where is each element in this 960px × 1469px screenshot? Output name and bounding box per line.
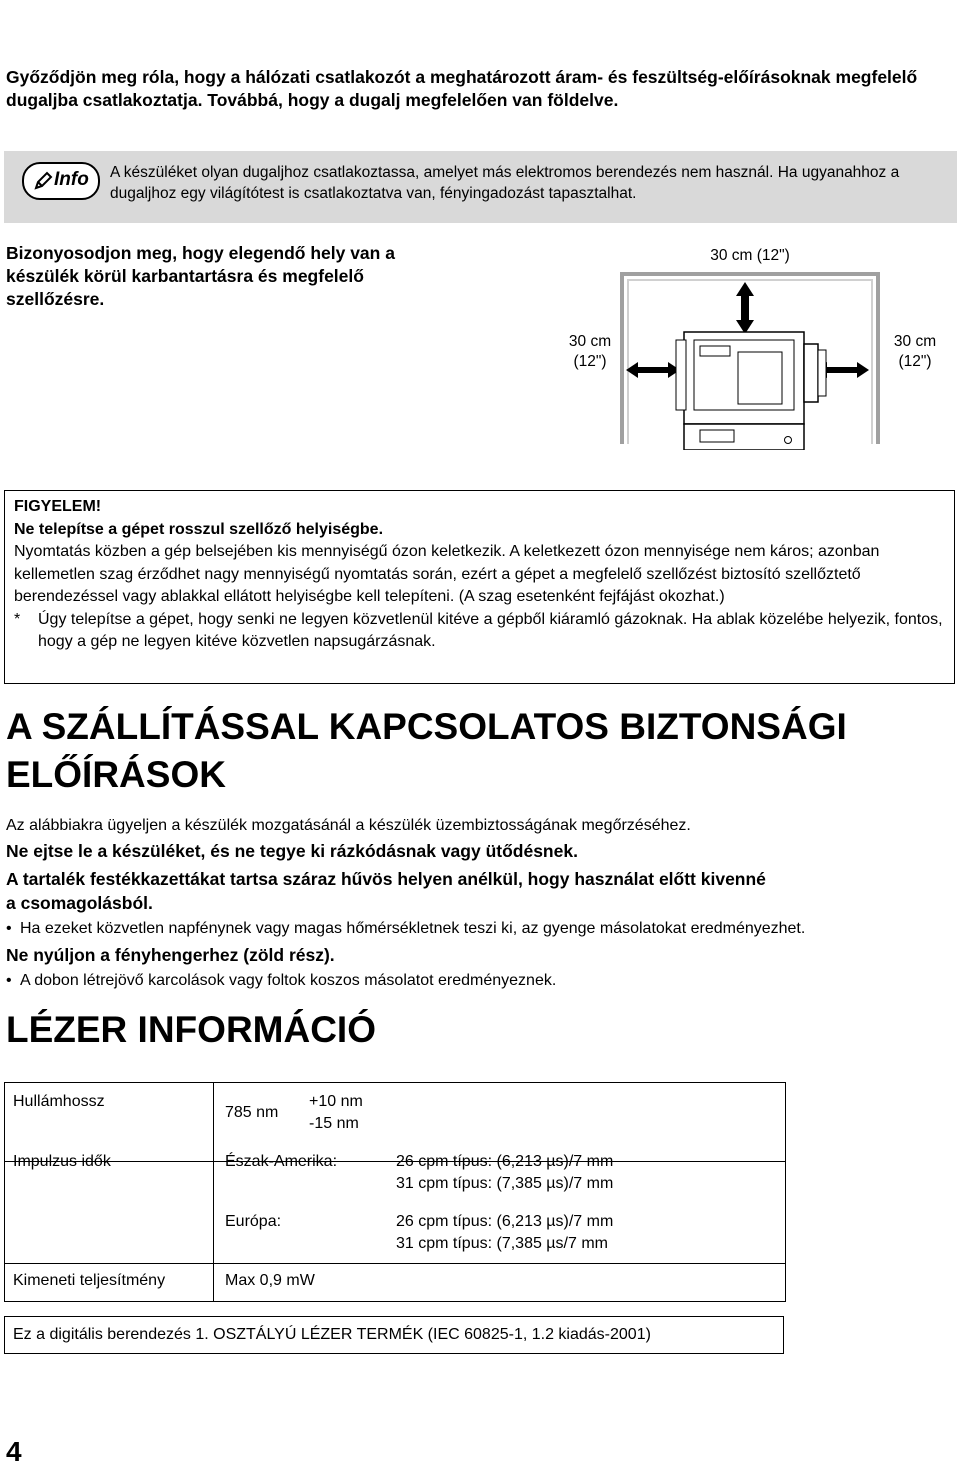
info-text: A készüléket olyan dugaljhoz csatlakoztassa, amelyet más elektromos berendezés nem használ. Ha ugyanahhoz a dugaljhoz egy világítótest is csatlakoztatva van, fényingadozást tapasztalhat. bbox=[110, 164, 900, 202]
laser-classification-box bbox=[4, 1316, 784, 1354]
bullet-text: Ha ezeket közvetlen napfénynek vagy magas hőmérsékletnek teszi ki, az gyenge másolatokat eredményezhet. bbox=[20, 920, 806, 937]
transport-heading-line2: ELŐÍRÁSOK bbox=[6, 754, 226, 795]
pencil-icon bbox=[33, 171, 53, 191]
transport-rule-3: Ne nyúljon a fényhengerhez (zöld rész). bbox=[6, 945, 335, 965]
transport-intro: Az alábbiakra ügyeljen a készülék mozgatásánál a készülék üzembiztosságának megőrzéséhez. bbox=[6, 817, 691, 834]
clearance-right-label-1: 30 cm bbox=[893, 333, 937, 350]
caution-body: Nyomtatás közben a gép belsejében kis mennyiségű ózon keletkezik. A keletkezett ózon mennyisége nem káros; azonban kellemetlen szag érződhet nagy mennyiségű nyomtatás során, ezért a gépet a megfelelő szellőzést biztosító szellőztető berendezéssel vagy ablakkal ellátott helyiségbe kell telepíteni. (A szag esetenként fejfájást okozhat.) bbox=[14, 543, 880, 605]
laser-info-table bbox=[4, 1082, 786, 1302]
clearance-left-label-2: (12") bbox=[573, 353, 607, 370]
caution-box bbox=[4, 490, 955, 684]
laser-heading: LÉZER INFORMÁCIÓ bbox=[6, 1009, 376, 1050]
transport-bullet-2 bbox=[6, 970, 946, 992]
wavelength-tolerance-minus: -15 nm bbox=[309, 1115, 359, 1132]
pulse-eu-26cpm: 26 cpm típus: (6,213 µs)/7 mm bbox=[396, 1213, 614, 1230]
note-text: Úgy telepítse a gépet, hogy senki ne legyen közvetlenül kitéve a gépből kiáramló gázoknak. Ha ablak közelébe helyezik, fontos, hogy a gép ne legyen kitéve közvetlen napsugárzásnak. bbox=[38, 610, 943, 650]
pulse-na-region: Észak-Amerika: bbox=[225, 1153, 338, 1170]
pulse-label: Impulzus idők bbox=[13, 1153, 111, 1170]
caution-subtitle: Ne telepítse a gépet rosszul szellőző helyiségbe. bbox=[14, 520, 384, 538]
clearance-diagram bbox=[560, 240, 960, 450]
laser-classification: Ez a digitális berendezés 1. OSZTÁLYÚ LÉZER TERMÉK (IEC 60825-1, 1.2 kiadás-2001) bbox=[13, 1326, 651, 1343]
transport-rule-2-line2: a csomagolásból. bbox=[6, 893, 153, 913]
info-badge bbox=[22, 162, 100, 200]
bullet-mark: • bbox=[6, 972, 12, 989]
clearance-right-label-2: (12") bbox=[898, 353, 932, 370]
pulse-na-31cpm: 31 cpm típus: (7,385 µs)/7 mm bbox=[396, 1175, 614, 1192]
output-power-label: Kimeneti teljesítmény bbox=[13, 1272, 166, 1289]
pulse-na-26cpm: 26 cpm típus: (6,213 µs)/7 mm bbox=[396, 1153, 614, 1170]
caution-note bbox=[14, 609, 944, 654]
pulse-eu-region: Európa: bbox=[225, 1213, 282, 1230]
clearance-top-label: 30 cm (12") bbox=[710, 247, 790, 264]
page-number: 4 bbox=[6, 1436, 22, 1467]
power-outlet-warning: Győződjön meg róla, hogy a hálózati csatlakozót a meghatározott áram- és feszültség-előírásoknak megfelelő dugaljba csatlakoztatja. Továbbá, hogy a dugalj megfelelően van földelve. bbox=[6, 67, 918, 110]
bullet-text: A dobon létrejövő karcolások vagy foltok koszos másolatot eredményeznek. bbox=[20, 972, 557, 989]
wavelength-tolerance-plus: +10 nm bbox=[309, 1093, 363, 1110]
info-box bbox=[4, 151, 957, 223]
clearance-left-label-1: 30 cm bbox=[568, 333, 612, 350]
wavelength-label: Hullámhossz bbox=[13, 1093, 105, 1110]
pulse-eu-31cpm: 31 cpm típus: (7,385 µs/7 mm bbox=[396, 1235, 608, 1252]
wavelength-value: 785 nm bbox=[225, 1104, 279, 1121]
bullet-mark: • bbox=[6, 920, 12, 937]
transport-rule-1: Ne ejtse le a készüléket, és ne tegye ki rázkódásnak vagy ütődésnek. bbox=[6, 841, 578, 861]
output-power-value: Max 0,9 mW bbox=[225, 1272, 315, 1289]
note-mark: * bbox=[14, 610, 21, 628]
transport-heading-line1: A SZÁLLÍTÁSSAL KAPCSOLATOS BIZTONSÁGI bbox=[6, 706, 847, 747]
transport-bullet-1 bbox=[6, 918, 946, 940]
info-badge-label: Info bbox=[54, 169, 89, 190]
transport-rule-2-line1: A tartalék festékkazettákat tartsa száraz hűvös helyen anélkül, hogy használat előtt kivenné bbox=[6, 869, 766, 889]
clearance-instruction: Bizonyosodjon meg, hogy elegendő hely van a készülék körül karbantartásra és megfelelő szellőzésre. bbox=[6, 243, 395, 309]
caution-title: FIGYELEM! bbox=[14, 498, 102, 515]
